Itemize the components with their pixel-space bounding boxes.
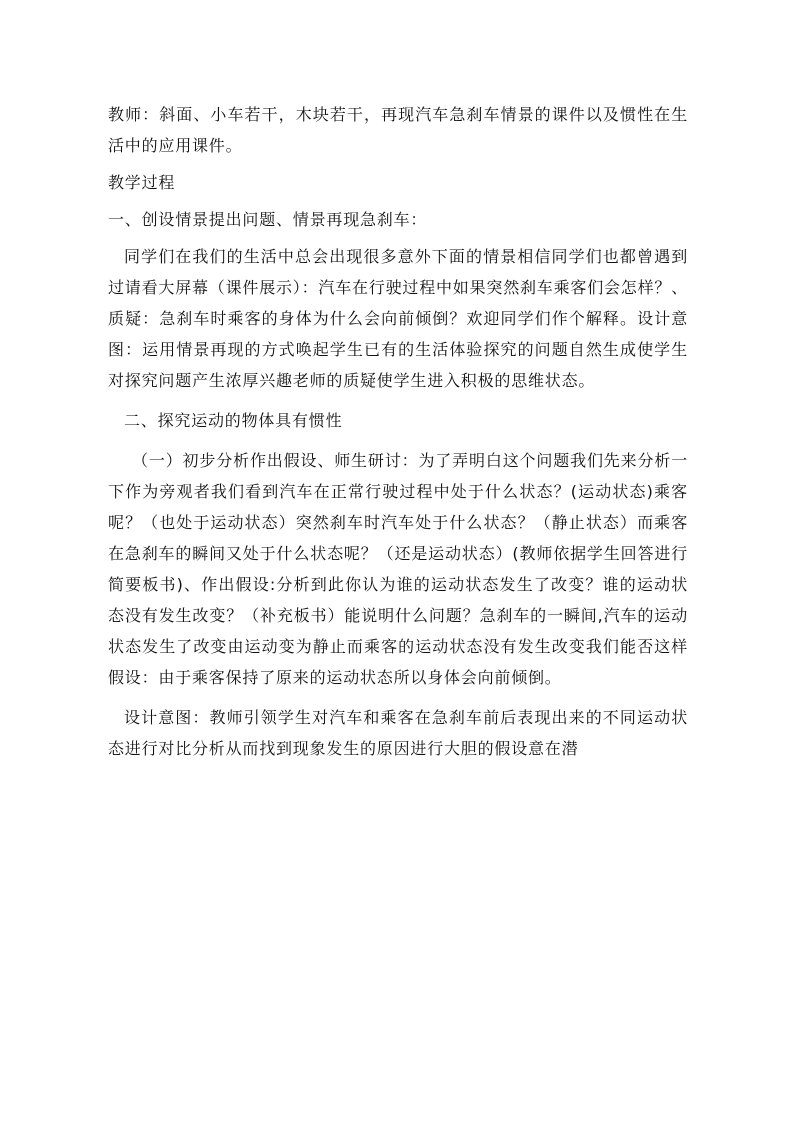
intro-paragraph: 同学们在我们的生活中总会出现很多意外下面的情景相信同学们也都曾遇到过请看大屏幕（课件展示）：汽车在行驶过程中如果突然刹车乘客们会怎样？、质疑：急刹车时乘客的身体为什么会向前倾倒？欢迎同学们作个解释。设计意图：运用情景再现的方式唤起学生已有的生活体验探究的问题自然生成使学生对探究问题产生浓厚兴趣老师的质疑使学生进入积极的思维状态。 [108,247,689,390]
materials-paragraph: 教师：斜面、小车若干，木块若干，再现汽车急刹车情景的课件以及惯性在生活中的应用课件。 [108,105,688,155]
design-intent-paragraph: 设计意图：教师引领学生对汽车和乘客在急刹车前后表现出来的不同运动状态进行对比分析从而找到现象发生的原因进行大胆的假设意在潜 [108,708,688,758]
section-one-heading: 一、创设情景提出问题、情景再现急刹车： [108,210,428,229]
teaching-process-heading: 教学过程 [108,173,176,192]
analysis-paragraph: （一）初步分析作出假设、师生研讨：为了弄明白这个问题我们先来分析一下作为旁观者我们看到汽车在正常行驶过程中处于什么状态？(运动状态)乘客呢？（也处于运动状态）突然刹车时汽车处于什么状态？（静止状态）而乘客在急刹车的瞬间又处于什么状态呢？（还是运动状态）(教师依据学生回答进行简要板书)、作出假设:分析到此你认为谁的运动状态发生了改变？谁的运动状态没有发生改变？（补充板书）能说明什么问题？急刹车的一瞬间,汽车的运动状态发生了改变由运动变为静止而乘客的运动状态没有发生改变我们能否这样假设：由于乘客保持了原来的运动状态所以身体会向前倾倒。 [108,451,688,687]
document-body [108,99,688,764]
section-two-heading: 二、探究运动的物体具有惯性 [124,411,343,430]
